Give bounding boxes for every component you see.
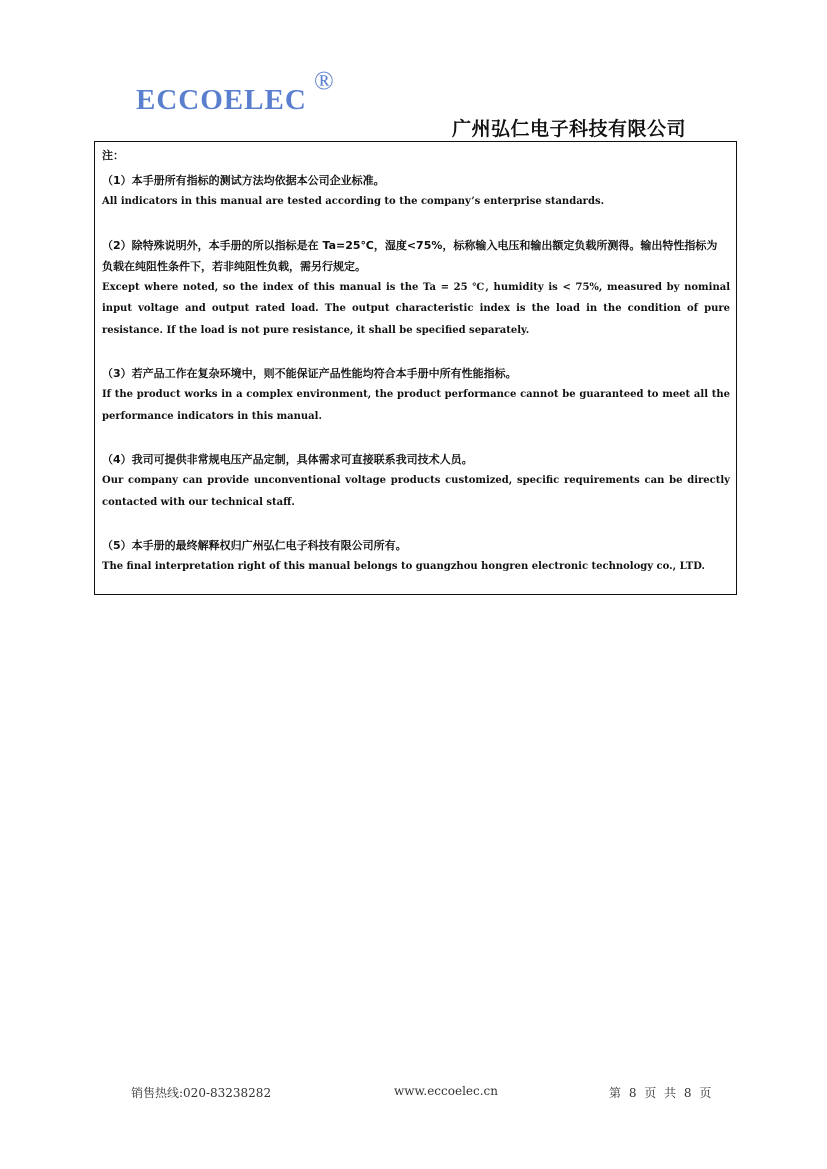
note-item xyxy=(102,363,736,427)
notes-title: 注： xyxy=(102,149,124,162)
note-cn-text: （4）我司可提供非常规电压产品定制，具体需求可直接联系我司技术人员。 xyxy=(102,453,473,466)
note-cn-text: （2）除特殊说明外，本手册的所以指标是在 Ta=25℃，湿度<75%，标称输入电压和输出额定负载所测得。输出特性指标为负载在纯阻性条件下，若非纯阻性负载，需另行规定。 xyxy=(102,238,718,273)
sales-hotline: 销售热线:020-83238282 xyxy=(131,1086,272,1100)
notes-box xyxy=(94,141,737,595)
note-cn-text: （1）本手册所有指标的测试方法均依据本公司企业标准。 xyxy=(102,174,385,187)
note-en-text: The final interpretation right of this manual belongs to guangzhou hongren electronic technology co., LTD. xyxy=(102,561,706,572)
note-item xyxy=(102,535,736,578)
note-cn-text: （3）若产品工作在复杂环境中，则不能保证产品性能均符合本手册中所有性能指标。 xyxy=(102,367,517,380)
registered-mark: ® xyxy=(314,66,335,95)
note-item xyxy=(102,449,736,513)
company-name: 广州弘仁电子科技有限公司 xyxy=(452,118,687,140)
note-item xyxy=(102,235,736,342)
note-en-text: All indicators in this manual are tested according to the company’s enterprise standards. xyxy=(102,196,605,207)
note-en-text: Except where noted, so the index of this manual is the Ta = 25 ℃, humidity is < 75%, measured by nominal input voltage and output rated load. The output characteristic index is the load in the condition of pure resistance. If the load is not pure resistance, it shall be specified separately. xyxy=(102,281,730,336)
brand-logo xyxy=(136,66,335,117)
note-en-text: If the product works in a complex environment, the product performance cannot be guaranteed to meet all the performance indicators in this manual. xyxy=(102,389,730,422)
website-link[interactable]: www.eccoelec.cn xyxy=(394,1084,498,1098)
note-cn-text: （5）本手册的最终解释权归广州弘仁电子科技有限公司所有。 xyxy=(102,539,407,552)
logo-text: ECCOELEC xyxy=(136,84,307,116)
page-number: 第 8 页 共 8 页 xyxy=(609,1086,712,1100)
note-item xyxy=(102,170,736,213)
note-en-text: Our company can provide unconventional voltage products customized, specific requirements can be directly contacted with our technical staff. xyxy=(102,475,730,508)
